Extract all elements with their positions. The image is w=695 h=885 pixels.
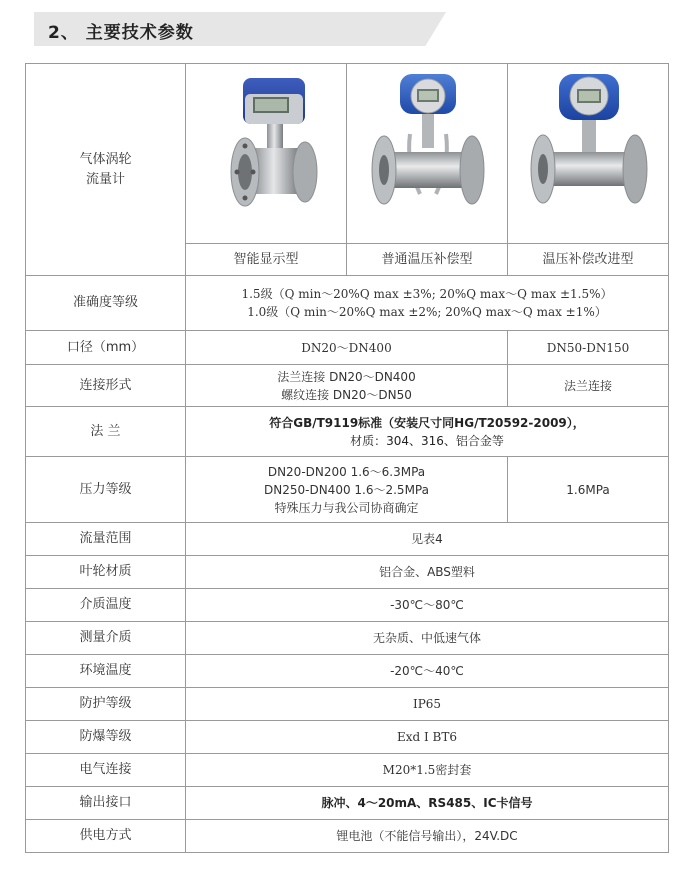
product-label-line2: 流量计	[85, 171, 125, 187]
table-row	[26, 721, 669, 754]
power-supply-value: 锂电池（不能信号输出），24V.DC	[186, 820, 669, 853]
flow-range-label: 流量范围	[26, 523, 186, 556]
diameter-label: 口径（mm）	[26, 331, 186, 365]
ambient-temperature-value: -20℃～40℃	[186, 655, 669, 688]
pressure-line1: DN20-DN200 1.6～6.3MPa	[267, 464, 426, 479]
medium-temperature-value: -30℃～80℃	[186, 589, 669, 622]
product-label-cell	[26, 64, 186, 276]
measured-medium-label: 测量介质	[26, 622, 186, 655]
connection-line1: 法兰连接 DN20～DN400	[277, 369, 416, 384]
accuracy-line2: 1.0级（Q min～20%Q max ±2%; 20%Q max～Q max ±1%）	[247, 305, 607, 319]
pressure-line2: DN250-DN400 1.6～2.5MPa	[264, 482, 429, 497]
output-interface-value: 脉冲、4～20mA、RS485、IC卡信号	[186, 787, 669, 820]
flange-value	[186, 407, 669, 457]
table-row	[26, 688, 669, 721]
pressure-line3: 特殊压力与我公司协商确定	[274, 500, 419, 515]
product-image-improved-compensation	[508, 64, 669, 244]
flange-line2: 材质：304、316、铝合金等	[350, 433, 504, 448]
impeller-material-value: 铝合金、ABS塑料	[186, 556, 669, 589]
table-row	[26, 820, 669, 853]
pressure-value-a	[186, 457, 508, 523]
medium-temperature-label: 介质温度	[26, 589, 186, 622]
table-row	[26, 523, 669, 556]
type-name-2: 温压补偿改进型	[508, 244, 669, 276]
table-row	[26, 622, 669, 655]
pressure-value-b: 1.6MPa	[508, 457, 669, 523]
flow-range-value: 见表4	[186, 523, 669, 556]
accuracy-line1: 1.5级（Q min～20%Q max ±3%; 20%Q max～Q max ±1.5%）	[241, 287, 613, 301]
flowmeter-standard-compensation-image	[348, 64, 507, 238]
electrical-connection-value: M20*1.5密封套	[186, 754, 669, 787]
table-row	[26, 276, 669, 331]
power-supply-label: 供电方式	[26, 820, 186, 853]
accuracy-label: 准确度等级	[26, 276, 186, 331]
type-name-1: 普通温压补偿型	[347, 244, 508, 276]
type-name-0: 智能显示型	[186, 244, 347, 276]
connection-value-a	[186, 365, 508, 407]
impeller-material-label: 叶轮材质	[26, 556, 186, 589]
electrical-connection-label: 电气连接	[26, 754, 186, 787]
flowmeter-improved-compensation-image	[509, 64, 668, 238]
protection-grade-label: 防护等级	[26, 688, 186, 721]
table-row	[26, 787, 669, 820]
section-title: 2、 主要技术参数	[48, 23, 194, 43]
accuracy-value	[186, 276, 669, 331]
ambient-temperature-label: 环境温度	[26, 655, 186, 688]
table-row	[26, 457, 669, 523]
product-image-smart-display	[186, 64, 347, 244]
table-row	[26, 64, 669, 244]
table-row	[26, 331, 669, 365]
table-row	[26, 556, 669, 589]
flange-line1: 符合GB/T9119标准（安装尺寸同HG/T20592-2009），	[269, 415, 585, 430]
table-row	[26, 407, 669, 457]
explosion-proof-label: 防爆等级	[26, 721, 186, 754]
product-label-line1: 气体涡轮	[79, 152, 132, 167]
product-image-standard-compensation	[347, 64, 508, 244]
explosion-proof-value: Exd I BT6	[186, 721, 669, 754]
diameter-value-a: DN20～DN400	[186, 331, 508, 365]
flange-label: 法 兰	[26, 407, 186, 457]
measured-medium-value: 无杂质、中低速气体	[186, 622, 669, 655]
table-row	[26, 365, 669, 407]
output-interface-label: 输出接口	[26, 787, 186, 820]
connection-line2: 螺纹连接 DN20～DN50	[281, 387, 412, 402]
protection-grade-value: IP65	[186, 688, 669, 721]
connection-value-b: 法兰连接	[508, 365, 669, 407]
connection-label: 连接形式	[26, 365, 186, 407]
table-row	[26, 655, 669, 688]
flowmeter-smart-display-image	[187, 64, 346, 238]
diameter-value-b: DN50-DN150	[508, 331, 669, 365]
pressure-label: 压力等级	[26, 457, 186, 523]
spec-table	[25, 63, 669, 853]
table-row	[26, 589, 669, 622]
table-row	[26, 754, 669, 787]
